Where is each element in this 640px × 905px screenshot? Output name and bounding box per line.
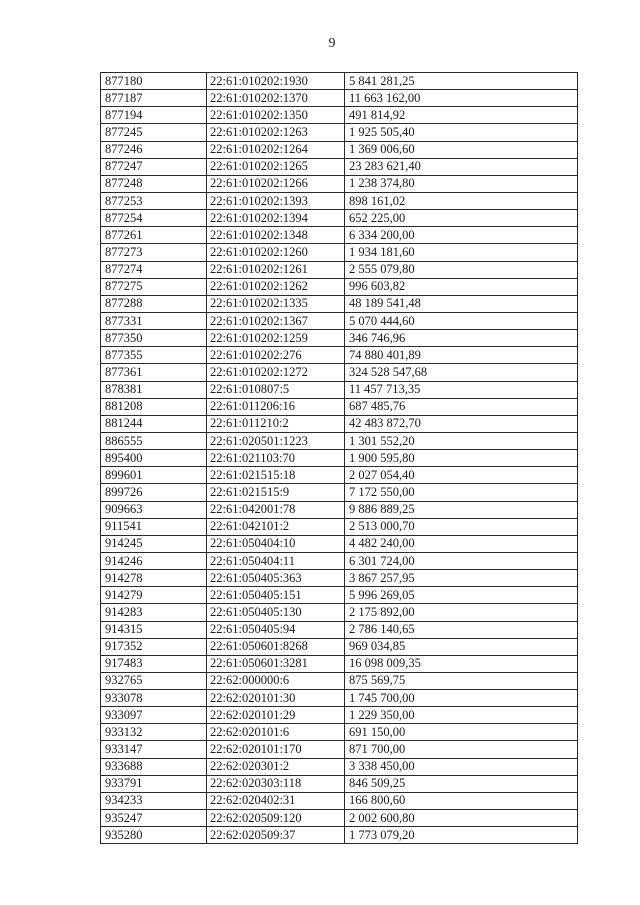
cadastral-value-cell: 42 483 872,70 <box>345 415 578 432</box>
cadastral-number-cell: 22:61:010202:1350 <box>207 107 345 124</box>
cadastral-value-cell: 5 070 444,60 <box>345 312 578 329</box>
table-row <box>101 432 578 449</box>
cadastral-number-cell: 22:61:010202:1335 <box>207 295 345 312</box>
table-row <box>101 227 578 244</box>
cadastral-value-cell: 491 814,92 <box>345 107 578 124</box>
table-row <box>101 741 578 758</box>
row-number-cell: 933132 <box>101 724 207 741</box>
row-number-cell: 877254 <box>101 210 207 227</box>
cadastral-number-cell: 22:62:020402:31 <box>207 792 345 809</box>
table-row <box>101 655 578 672</box>
table-row <box>101 210 578 227</box>
page-number: 9 <box>328 36 336 51</box>
table-row <box>101 261 578 278</box>
row-number-cell: 932765 <box>101 672 207 689</box>
cadastral-number-cell: 22:61:010202:1370 <box>207 90 345 107</box>
table-row <box>101 672 578 689</box>
cadastral-value-cell: 16 098 009,35 <box>345 655 578 672</box>
row-number-cell: 877331 <box>101 312 207 329</box>
cadastral-number-cell: 22:61:042001:78 <box>207 501 345 518</box>
row-number-cell: 909663 <box>101 501 207 518</box>
cadastral-value-cell: 11 457 713,35 <box>345 381 578 398</box>
cadastral-number-cell: 22:61:010807:5 <box>207 381 345 398</box>
row-number-cell: 877261 <box>101 227 207 244</box>
row-number-cell: 935280 <box>101 827 207 844</box>
row-number-cell: 877273 <box>101 244 207 261</box>
cadastral-number-cell: 22:61:021515:9 <box>207 484 345 501</box>
row-number-cell: 934233 <box>101 792 207 809</box>
row-number-cell: 877194 <box>101 107 207 124</box>
table-row <box>101 244 578 261</box>
cadastral-number-cell: 22:61:050601:8268 <box>207 638 345 655</box>
cadastral-value-cell: 2 786 140,65 <box>345 621 578 638</box>
cadastral-number-cell: 22:61:010202:1348 <box>207 227 345 244</box>
table-row <box>101 552 578 569</box>
row-number-cell: 881244 <box>101 415 207 432</box>
row-number-cell: 914278 <box>101 570 207 587</box>
table-row <box>101 415 578 432</box>
cadastral-value-cell: 1 369 006,60 <box>345 141 578 158</box>
cadastral-number-cell: 22:61:010202:1260 <box>207 244 345 261</box>
cadastral-value-cell: 1 301 552,20 <box>345 432 578 449</box>
cadastral-number-cell: 22:61:021515:18 <box>207 467 345 484</box>
table-row <box>101 535 578 552</box>
cadastral-number-cell: 22:61:050404:11 <box>207 552 345 569</box>
table-row <box>101 278 578 295</box>
cadastral-value-cell: 1 773 079,20 <box>345 827 578 844</box>
row-number-cell: 877361 <box>101 364 207 381</box>
cadastral-number-cell: 22:61:010202:1259 <box>207 330 345 347</box>
table-row <box>101 107 578 124</box>
cadastral-value-cell: 48 189 541,48 <box>345 295 578 312</box>
cadastral-value-cell: 898 161,02 <box>345 192 578 209</box>
table-row <box>101 501 578 518</box>
cadastral-value-cell: 346 746,96 <box>345 330 578 347</box>
cadastral-value-cell: 1 925 505,40 <box>345 124 578 141</box>
cadastral-number-cell: 22:61:050405:151 <box>207 587 345 604</box>
cadastral-number-cell: 22:61:010202:1265 <box>207 158 345 175</box>
row-number-cell: 914245 <box>101 535 207 552</box>
table-row <box>101 347 578 364</box>
cadastral-value-cell: 2 555 079,80 <box>345 261 578 278</box>
table-row <box>101 467 578 484</box>
cadastral-value-cell: 1 238 374,80 <box>345 175 578 192</box>
cadastral-number-cell: 22:61:010202:1262 <box>207 278 345 295</box>
cadastral-value-cell: 6 334 200,00 <box>345 227 578 244</box>
table-row <box>101 827 578 844</box>
table-row <box>101 690 578 707</box>
row-number-cell: 877288 <box>101 295 207 312</box>
cadastral-number-cell: 22:61:011206:16 <box>207 398 345 415</box>
table-row <box>101 158 578 175</box>
cadastral-number-cell: 22:61:010202:1930 <box>207 73 345 90</box>
row-number-cell: 933147 <box>101 741 207 758</box>
cadastral-value-table <box>100 72 578 844</box>
cadastral-number-cell: 22:61:010202:276 <box>207 347 345 364</box>
cadastral-value-cell: 691 150,00 <box>345 724 578 741</box>
cadastral-value-cell: 324 528 547,68 <box>345 364 578 381</box>
cadastral-value-cell: 166 800,60 <box>345 792 578 809</box>
cadastral-number-cell: 22:61:050601:3281 <box>207 655 345 672</box>
row-number-cell: 877253 <box>101 192 207 209</box>
cadastral-number-cell: 22:62:020101:29 <box>207 707 345 724</box>
cadastral-number-cell: 22:61:010202:1264 <box>207 141 345 158</box>
table-row <box>101 484 578 501</box>
table-row <box>101 73 578 90</box>
cadastral-value-cell: 875 569,75 <box>345 672 578 689</box>
row-number-cell: 877247 <box>101 158 207 175</box>
cadastral-value-cell: 3 338 450,00 <box>345 758 578 775</box>
table-row <box>101 758 578 775</box>
row-number-cell: 899726 <box>101 484 207 501</box>
row-number-cell: 933097 <box>101 707 207 724</box>
table-row <box>101 175 578 192</box>
cadastral-value-cell: 1 745 700,00 <box>345 690 578 707</box>
cadastral-number-cell: 22:61:010202:1261 <box>207 261 345 278</box>
cadastral-value-cell: 4 482 240,00 <box>345 535 578 552</box>
cadastral-value-cell: 652 225,00 <box>345 210 578 227</box>
row-number-cell: 933791 <box>101 775 207 792</box>
cadastral-value-cell: 2 513 000,70 <box>345 518 578 535</box>
row-number-cell: 914315 <box>101 621 207 638</box>
table-body <box>101 73 578 844</box>
cadastral-value-cell: 996 603,82 <box>345 278 578 295</box>
row-number-cell: 877274 <box>101 261 207 278</box>
cadastral-number-cell: 22:61:042101:2 <box>207 518 345 535</box>
table-row <box>101 638 578 655</box>
cadastral-number-cell: 22:62:020101:170 <box>207 741 345 758</box>
cadastral-number-cell: 22:61:010202:1266 <box>207 175 345 192</box>
table-row <box>101 707 578 724</box>
row-number-cell: 914246 <box>101 552 207 569</box>
cadastral-value-cell: 74 880 401,89 <box>345 347 578 364</box>
row-number-cell: 917483 <box>101 655 207 672</box>
table-row <box>101 90 578 107</box>
table-row <box>101 330 578 347</box>
cadastral-value-cell: 2 002 600,80 <box>345 810 578 827</box>
row-number-cell: 914283 <box>101 604 207 621</box>
cadastral-number-cell: 22:62:020509:120 <box>207 810 345 827</box>
cadastral-number-cell: 22:61:050404:10 <box>207 535 345 552</box>
table-row <box>101 381 578 398</box>
cadastral-number-cell: 22:61:010202:1367 <box>207 312 345 329</box>
table-row <box>101 621 578 638</box>
row-number-cell: 911541 <box>101 518 207 535</box>
cadastral-number-cell: 22:61:021103:70 <box>207 450 345 467</box>
cadastral-number-cell: 22:62:020101:6 <box>207 724 345 741</box>
cadastral-number-cell: 22:62:020101:30 <box>207 690 345 707</box>
cadastral-value-cell: 1 229 350,00 <box>345 707 578 724</box>
cadastral-value-cell: 5 841 281,25 <box>345 73 578 90</box>
row-number-cell: 933078 <box>101 690 207 707</box>
table-row <box>101 124 578 141</box>
table-row <box>101 587 578 604</box>
cadastral-number-cell: 22:61:010202:1263 <box>207 124 345 141</box>
cadastral-number-cell: 22:61:011210:2 <box>207 415 345 432</box>
table-row <box>101 810 578 827</box>
row-number-cell: 878381 <box>101 381 207 398</box>
cadastral-value-cell: 5 996 269,05 <box>345 587 578 604</box>
cadastral-number-cell: 22:61:050405:94 <box>207 621 345 638</box>
cadastral-value-cell: 871 700,00 <box>345 741 578 758</box>
cadastral-number-cell: 22:61:050405:130 <box>207 604 345 621</box>
cadastral-value-cell: 1 900 595,80 <box>345 450 578 467</box>
row-number-cell: 917352 <box>101 638 207 655</box>
table-row <box>101 192 578 209</box>
table-row <box>101 604 578 621</box>
cadastral-value-cell: 687 485,76 <box>345 398 578 415</box>
row-number-cell: 933688 <box>101 758 207 775</box>
table-row <box>101 312 578 329</box>
cadastral-value-cell: 846 509,25 <box>345 775 578 792</box>
table-row <box>101 792 578 809</box>
cadastral-value-cell: 11 663 162,00 <box>345 90 578 107</box>
cadastral-number-cell: 22:61:020501:1223 <box>207 432 345 449</box>
row-number-cell: 935247 <box>101 810 207 827</box>
row-number-cell: 877187 <box>101 90 207 107</box>
cadastral-number-cell: 22:61:010202:1394 <box>207 210 345 227</box>
row-number-cell: 899601 <box>101 467 207 484</box>
cadastral-value-cell: 6 301 724,00 <box>345 552 578 569</box>
table-row <box>101 450 578 467</box>
cadastral-number-cell: 22:62:000000:6 <box>207 672 345 689</box>
cadastral-number-cell: 22:62:020303:118 <box>207 775 345 792</box>
row-number-cell: 877275 <box>101 278 207 295</box>
cadastral-value-cell: 3 867 257,95 <box>345 570 578 587</box>
cadastral-value-cell: 9 886 889,25 <box>345 501 578 518</box>
table-row <box>101 141 578 158</box>
cadastral-number-cell: 22:62:020301:2 <box>207 758 345 775</box>
cadastral-number-cell: 22:62:020509:37 <box>207 827 345 844</box>
table-row <box>101 570 578 587</box>
table-row <box>101 518 578 535</box>
row-number-cell: 881208 <box>101 398 207 415</box>
cadastral-number-cell: 22:61:050405:363 <box>207 570 345 587</box>
cadastral-number-cell: 22:61:010202:1393 <box>207 192 345 209</box>
table-row <box>101 398 578 415</box>
table-row <box>101 724 578 741</box>
table-row <box>101 775 578 792</box>
cadastral-value-cell: 2 027 054,40 <box>345 467 578 484</box>
cadastral-value-cell: 2 175 892,00 <box>345 604 578 621</box>
cadastral-value-cell: 7 172 550,00 <box>345 484 578 501</box>
table-row <box>101 295 578 312</box>
row-number-cell: 877350 <box>101 330 207 347</box>
cadastral-value-cell: 1 934 181,60 <box>345 244 578 261</box>
cadastral-number-cell: 22:61:010202:1272 <box>207 364 345 381</box>
row-number-cell: 877355 <box>101 347 207 364</box>
table-row <box>101 364 578 381</box>
row-number-cell: 877245 <box>101 124 207 141</box>
row-number-cell: 877246 <box>101 141 207 158</box>
row-number-cell: 877248 <box>101 175 207 192</box>
row-number-cell: 886555 <box>101 432 207 449</box>
row-number-cell: 877180 <box>101 73 207 90</box>
row-number-cell: 895400 <box>101 450 207 467</box>
row-number-cell: 914279 <box>101 587 207 604</box>
cadastral-value-cell: 23 283 621,40 <box>345 158 578 175</box>
cadastral-value-cell: 969 034,85 <box>345 638 578 655</box>
